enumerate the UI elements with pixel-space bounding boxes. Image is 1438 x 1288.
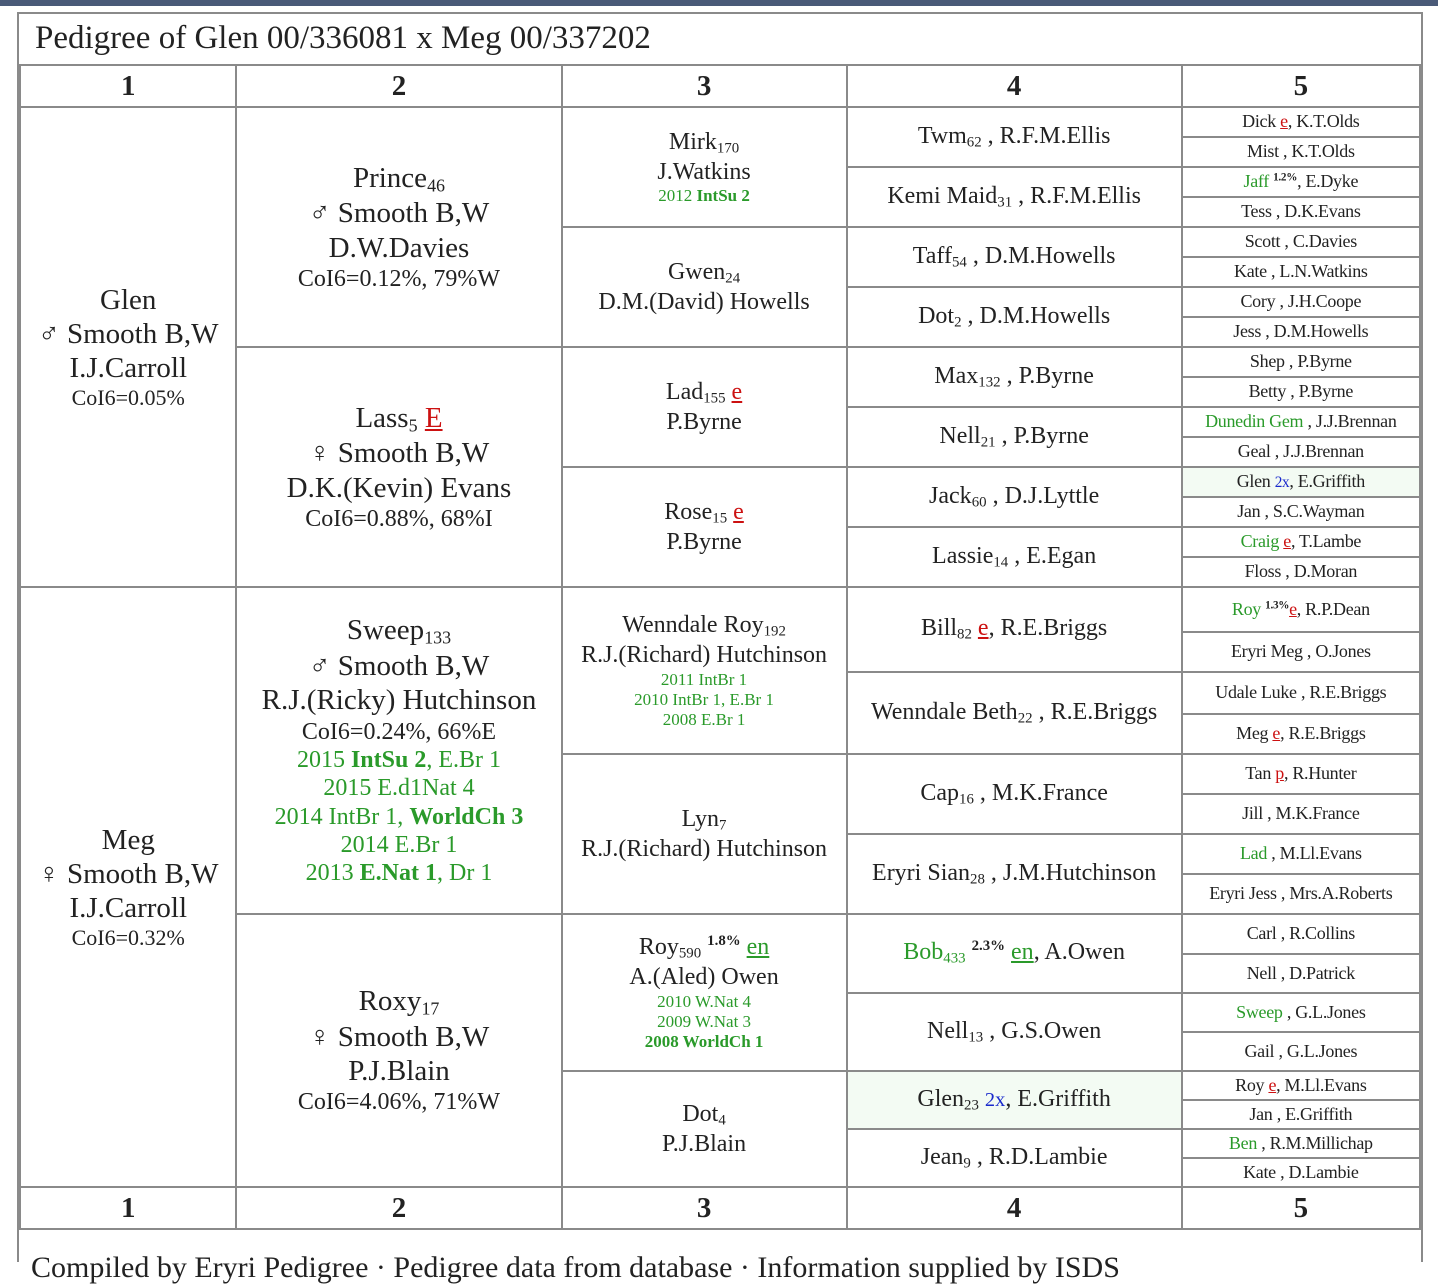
gen5-dog: Jill , M.K.France <box>1182 794 1420 834</box>
header-row-top <box>20 65 1420 107</box>
dog-name: Eryri Sian <box>872 859 971 886</box>
gen3-wenndale-roy: Wenndale Roy$_{192}$ R.J.(Richard) Hutchinson 2011 IntBr 1 2010 IntBr 1, E.Br 1 2008 E.Br 1 <box>562 587 847 754</box>
gen5-dog: Glen 2x, E.Griffith <box>1182 467 1420 497</box>
dog-name: Max <box>934 362 979 389</box>
gen5-dog: Dunedin Gem , J.J.Brennan <box>1182 407 1420 437</box>
coi: CoI6=0.88%, 68%I <box>305 505 493 532</box>
dog-name: Jess <box>1233 321 1262 342</box>
dog-name: Jack <box>929 482 972 509</box>
gen5-dog: Jaff $^{1.2\%}$, E.Dyke <box>1182 167 1420 197</box>
gen5-dog: Roy e, M.Ll.Evans <box>1182 1071 1420 1100</box>
coi: CoI6=0.32% <box>71 925 185 951</box>
dog-name: Meg <box>1236 723 1269 744</box>
trial-result: 2015 E.d1Nat 4 <box>323 775 475 802</box>
trial-result: 2010 IntBr 1, E.Br 1 <box>634 689 774 709</box>
gen5-dog: Sweep , G.L.Jones <box>1182 993 1420 1032</box>
dog-name: Jan <box>1249 1103 1273 1124</box>
gen5-dog: Tan p, R.Hunter <box>1182 754 1420 794</box>
gen5-dog: Nell , D.Patrick <box>1182 954 1420 993</box>
dog-name: Nell <box>939 422 981 449</box>
column-header: 4 <box>847 65 1182 107</box>
gen5-dog: Lad , M.Ll.Evans <box>1182 834 1420 874</box>
column-header: 5 <box>1182 65 1420 107</box>
import-mark[interactable]: E <box>424 401 443 434</box>
import-mark[interactable]: e <box>1283 531 1291 552</box>
trial-result: 2008 E.Br 1 <box>662 709 746 729</box>
dog-name: Dick <box>1242 111 1276 132</box>
dog-name: Udale Luke <box>1215 682 1297 703</box>
gen5-dog: Jan , E.Griffith <box>1182 1100 1420 1129</box>
trial-result: 2012 IntSu 2 <box>658 186 750 206</box>
dog-name: Nell <box>927 1017 969 1044</box>
import-mark[interactable]: en <box>1011 939 1034 966</box>
dog-name: Kemi Maid <box>887 182 998 209</box>
pedigree-sheet <box>17 12 1423 1284</box>
breeder: P.Byrne <box>666 408 742 435</box>
gen4-dog: Nell$_{21}$ , P.Byrne <box>847 407 1182 467</box>
gen4-dog: Bob$_{433}$ $^{2.3\%}$ en, A.Owen <box>847 914 1182 993</box>
dog-name: Twm <box>917 122 967 149</box>
breeder: R.J.(Richard) Hutchinson <box>581 835 828 862</box>
dog-name: Sweep <box>346 614 425 647</box>
gen4-dog: Bill$_{82}$ e, R.E.Briggs <box>847 587 1182 672</box>
dog-name: Meg <box>101 823 155 856</box>
window-top-bar <box>0 0 1438 6</box>
breeder: A.(Aled) Owen <box>629 964 779 991</box>
breeder: I.J.Carroll <box>69 892 188 925</box>
trial-result: 2011 IntBr 1 <box>660 669 748 689</box>
dog-name[interactable]: Jaff <box>1243 171 1269 192</box>
gen4-dog: Cap$_{16}$ , M.K.France <box>847 754 1182 834</box>
dog-name: Wenndale Roy <box>622 612 764 639</box>
trial-result: 2013 E.Nat 1, Dr 1 <box>305 860 493 887</box>
gen5-dog: Roy $^{1.3\%}$e, R.P.Dean <box>1182 587 1420 632</box>
dog-name: Glen <box>917 1085 965 1112</box>
gen5-dog: Meg e, R.E.Briggs <box>1182 714 1420 754</box>
gen2-roxy: Roxy$_{17}$ ♀ Smooth B,W P.J.Blain CoI6=4.06%, 71%W <box>236 914 561 1187</box>
gen5-dog: Gail , G.L.Jones <box>1182 1032 1420 1071</box>
sex-coat: ♂ Smooth B,W <box>308 197 490 230</box>
trial-result: 2014 E.Br 1 <box>340 831 458 858</box>
gen5-dog: Cory , J.H.Coope <box>1182 287 1420 317</box>
gen5-dog: Kate , L.N.Watkins <box>1182 257 1420 287</box>
footer-cut-text: Compiled by Eryri Pedigree · Pedigree data from database · Information supplied by ISDS <box>31 1251 1120 1284</box>
dog-name: Cap <box>920 779 960 806</box>
dog-name: Wenndale Beth <box>871 698 1018 725</box>
breeder: R.J.(Richard) Hutchinson <box>581 642 828 669</box>
gen3-mirk: Mirk$_{170}$ J.Watkins 2012 IntSu 2 <box>562 107 847 227</box>
dog-name: Jill <box>1242 803 1263 824</box>
dog-name: Roy <box>1235 1074 1265 1095</box>
gen5-dog: Tess , D.K.Evans <box>1182 197 1420 227</box>
coi: CoI6=4.06%, 71%W <box>297 1089 501 1116</box>
dog-name: Nell <box>1246 962 1277 983</box>
dog-name: Rose <box>664 498 713 525</box>
gen3-lad: Lad$_{155}$ e P.Byrne <box>562 347 847 467</box>
gen4-dog: Kemi Maid$_{31}$ , R.F.M.Ellis <box>847 167 1182 227</box>
gen5-dog: Carl , R.Collins <box>1182 914 1420 954</box>
dog-name: Kate <box>1243 1161 1276 1182</box>
gen5-dog: Jan , S.C.Wayman <box>1182 497 1420 527</box>
gen5-dog: Geal , J.J.Brennan <box>1182 437 1420 467</box>
dog-name[interactable]: Lad <box>1239 843 1268 864</box>
breeder: D.W.Davies <box>328 231 470 264</box>
dog-name: Gail <box>1244 1040 1275 1061</box>
column-header: 3 <box>562 65 847 107</box>
gen2-lass: Lass$_5$ E ♀ Smooth B,W D.K.(Kevin) Evans CoI6=0.88%, 68%I <box>236 347 561 587</box>
gen4-dog: Glen$_{23}$ 2x, E.Griffith <box>847 1071 1182 1129</box>
dog-name: Betty <box>1248 381 1287 402</box>
import-mark[interactable]: e <box>1280 111 1288 132</box>
gen5-dog: Kate , D.Lambie <box>1182 1158 1420 1187</box>
column-header: 4 <box>847 1187 1182 1229</box>
breeder: R.J.(Ricky) Hutchinson <box>261 684 537 717</box>
gen5-dog: Betty , P.Byrne <box>1182 377 1420 407</box>
dog-name: Dot <box>682 1100 719 1127</box>
trial-result: 2008 WorldCh 1 <box>644 1031 764 1051</box>
dog-name[interactable]: Craig <box>1240 531 1280 552</box>
breeder: D.K.(Kevin) Evans <box>286 471 512 504</box>
dog-name: Roxy <box>358 985 422 1018</box>
dog-name: Taff <box>912 242 952 269</box>
dog-name: Lass <box>355 401 409 434</box>
import-mark[interactable]: en <box>746 934 770 961</box>
gen4-dog: Eryri Sian$_{28}$ , J.M.Hutchinson <box>847 834 1182 914</box>
column-header: 5 <box>1182 1187 1420 1229</box>
dog-name: Lyn <box>681 805 720 832</box>
gen5-dog: Shep , P.Byrne <box>1182 347 1420 377</box>
dog-name: Cory <box>1240 291 1276 312</box>
repeat-mark[interactable]: 2x <box>1274 474 1290 492</box>
dog-name: Mirk <box>668 128 717 155</box>
gen3-dot: Dot$_4$ P.J.Blain <box>562 1071 847 1187</box>
column-header: 2 <box>236 65 561 107</box>
gen1-dam <box>20 587 236 1187</box>
trial-result: 2010 W.Nat 4 <box>657 991 752 1011</box>
dog-name[interactable]: Roy <box>1231 598 1261 619</box>
breeder: I.J.Carroll <box>69 352 188 385</box>
coi: CoI6=0.24%, 66%E <box>301 718 497 745</box>
import-mark[interactable]: e <box>977 615 989 642</box>
dog-name: Scott <box>1244 231 1281 252</box>
dog-name: Glen <box>1236 471 1271 492</box>
breeder: J.Watkins <box>657 158 751 185</box>
import-mark[interactable]: e <box>733 498 744 525</box>
dog-name: Lad <box>665 378 704 405</box>
gen5-dog: Craig e, T.Lambe <box>1182 527 1420 557</box>
column-header: 2 <box>236 1187 561 1229</box>
gen5-dog: Ben , R.M.Millichap <box>1182 1129 1420 1158</box>
column-header: 1 <box>20 1187 236 1229</box>
trial-result: 2015 IntSu 2, E.Br 1 <box>296 746 502 773</box>
import-mark[interactable]: e <box>1268 1074 1277 1095</box>
sex-coat: ♀ Smooth B,W <box>308 1020 490 1053</box>
dog-name: Bill <box>921 615 958 642</box>
gen4-dog: Jack$_{60}$ , D.J.Lyttle <box>847 467 1182 527</box>
gen3-rose: Rose$_{15}$ e P.Byrne <box>562 467 847 587</box>
gen5-dog: Udale Luke , R.E.Briggs <box>1182 672 1420 714</box>
import-mark[interactable]: e <box>1272 723 1281 744</box>
gen4-dog: Lassie$_{14}$ , E.Egan <box>847 527 1182 587</box>
dog-name: Eryri Jess <box>1209 883 1277 904</box>
repeat-mark[interactable]: 2x <box>984 1088 1006 1111</box>
dog-name: Jan <box>1237 501 1261 522</box>
sex-coat: ♀ Smooth B,W <box>38 857 219 890</box>
dog-name: Tess <box>1241 201 1272 222</box>
gen3-gwen: Gwen$_{24}$ D.M.(David) Howells <box>562 227 847 347</box>
sex-coat: ♂ Smooth B,W <box>308 650 490 683</box>
trial-result: 2014 IntBr 1, WorldCh 3 <box>274 803 524 830</box>
breeder: D.M.(David) Howells <box>598 288 810 315</box>
dog-name: Kate <box>1234 261 1267 282</box>
dog-name: Glen <box>100 283 157 316</box>
dog-name[interactable]: Ben <box>1228 1132 1258 1153</box>
header-row-bottom <box>20 1187 1420 1229</box>
dog-name: Eryri Meg <box>1230 641 1303 662</box>
dog-name: Floss <box>1244 561 1282 582</box>
gen5-dog: Eryri Jess , Mrs.A.Roberts <box>1182 874 1420 914</box>
gen3-roy: Roy$_{590}$ $^{1.8\%}$ en A.(Aled) Owen 2010 W.Nat 4 2009 W.Nat 3 2008 WorldCh 1 <box>562 914 847 1071</box>
import-mark[interactable]: e <box>731 378 743 405</box>
pedigree-table <box>19 64 1421 1230</box>
gen4-dog: Dot$_2$ , D.M.Howells <box>847 287 1182 347</box>
column-header: 3 <box>562 1187 847 1229</box>
trial-result: 2009 W.Nat 3 <box>657 1011 752 1031</box>
breeder: P.J.Blain <box>662 1130 747 1157</box>
gen5-dog: Mist , K.T.Olds <box>1182 137 1420 167</box>
gen5-dog: Dick e, K.T.Olds <box>1182 107 1420 137</box>
dog-name: Shep <box>1249 351 1285 372</box>
gen5-dog: Floss , D.Moran <box>1182 557 1420 587</box>
dog-name: Geal <box>1237 441 1271 462</box>
gen4-dog: Taff$_{54}$ , D.M.Howells <box>847 227 1182 287</box>
breeder: P.Byrne <box>666 528 742 555</box>
gen2-sweep: Sweep$_{133}$ ♂ Smooth B,W R.J.(Ricky) Hutchinson CoI6=0.24%, 66%E 2015 IntSu 2, E.Br 1 2015 E.d1Nat 4 2014 IntBr 1, WorldCh 3 2014 E.Br 1 2013 E.Nat 1, Dr 1 <box>236 587 561 914</box>
gen2-prince: Prince$_{46}$ ♂ Smooth B,W D.W.Davies CoI6=0.12%, 79%W <box>236 107 561 347</box>
dog-name: Roy <box>638 934 679 961</box>
import-mark[interactable]: p <box>1275 763 1284 784</box>
import-mark[interactable]: e <box>1289 598 1297 619</box>
dog-name: Dot <box>918 302 955 329</box>
dog-name: Gwen <box>667 258 726 285</box>
sex-coat: ♀ Smooth B,W <box>308 437 490 470</box>
gen4-dog: Twm$_{62}$ , R.F.M.Ellis <box>847 107 1182 167</box>
dog-name[interactable]: Dunedin Gem <box>1205 411 1304 432</box>
breeder: P.J.Blain <box>348 1055 450 1088</box>
sex-coat: ♂ Smooth B,W <box>38 317 219 350</box>
dog-name: Prince <box>352 161 428 194</box>
gen4-dog: Jean$_9$ , R.D.Lambie <box>847 1129 1182 1187</box>
gen4-dog: Max$_{132}$ , P.Byrne <box>847 347 1182 407</box>
gen5-dog: Eryri Meg , O.Jones <box>1182 632 1420 672</box>
coi: CoI6=0.05% <box>71 385 185 411</box>
coi: CoI6=0.12%, 79%W <box>297 265 501 292</box>
dog-name: Tan <box>1245 763 1272 784</box>
dog-name[interactable]: Bob <box>903 939 944 966</box>
gen5-dog: Jess , D.M.Howells <box>1182 317 1420 347</box>
gen4-dog: Nell$_{13}$ , G.S.Owen <box>847 993 1182 1071</box>
dog-name: Jean <box>920 1143 964 1170</box>
dog-name[interactable]: Sweep <box>1236 1001 1283 1022</box>
gen5-dog: Scott , C.Davies <box>1182 227 1420 257</box>
column-header: 1 <box>20 65 236 107</box>
gen4-dog: Wenndale Beth$_{22}$ , R.E.Briggs <box>847 672 1182 754</box>
page-title: Pedigree of Glen 00/336081 x Meg 00/337202 <box>35 20 651 56</box>
gen1-sire <box>20 107 236 587</box>
gen3-lyn: Lyn$_7$ R.J.(Richard) Hutchinson <box>562 754 847 914</box>
dog-name: Mist <box>1246 141 1279 162</box>
dog-name: Carl <box>1246 923 1277 944</box>
dog-name: Lassie <box>932 542 994 569</box>
